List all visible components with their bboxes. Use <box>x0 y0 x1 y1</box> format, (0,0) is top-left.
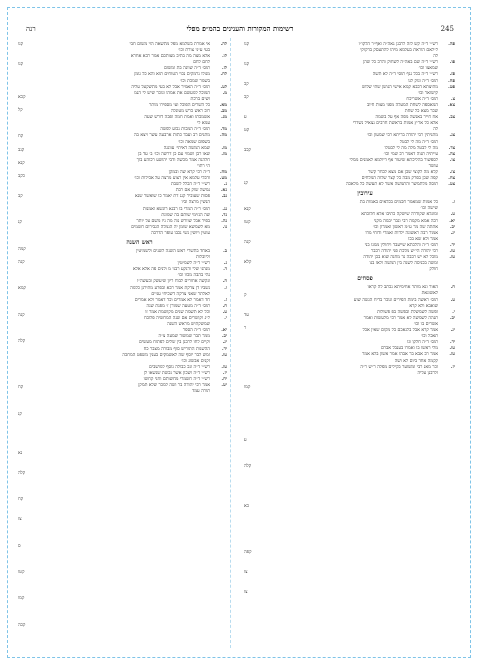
entry-text: מגולו נרמקים נכוי הטוחים תוא והא כל גומן <box>134 72 210 78</box>
folio-ref: מה. <box>220 133 227 139</box>
folio-ref: לו. <box>222 54 227 60</box>
entry-text: כל אמות שמאמר חכמים בכלאים באמות בת <box>359 200 438 206</box>
folio-ref: יא. <box>449 218 455 224</box>
entry-text: שואבא ולא קרא <box>409 303 438 309</box>
folio-ref: טו. <box>449 249 455 254</box>
folio-ref: צד. <box>448 145 455 151</box>
folio-ref: יז. <box>450 364 455 370</box>
margin-note: קכא <box>18 94 26 100</box>
index-entry <box>275 371 455 377</box>
entry-text: תוס׳ ד״ה מטעה שמורן ז׳ מפנת שנה <box>146 303 210 309</box>
folio-ref: יא. <box>221 328 227 334</box>
entry-text: שכר מצא כל שחת <box>404 109 438 115</box>
folio-ref: ו. <box>452 200 455 206</box>
entry-text: לספשור בהליכתא שיעור אף דיולמא לאמנים ממלי <box>349 157 438 163</box>
folio-ref: צג. <box>449 133 455 139</box>
entry-text: אמר קרא אבל בלנאכם כל מקום שאין אכל <box>362 328 438 334</box>
entry-text: וכל לא תשמה שנים מקושמת אמר זו <box>145 309 210 315</box>
entry-text: באחד בתשרי ראש השנה לשנים ולשמיטין <box>136 249 210 254</box>
entry-text: שאו רבן ושמוי עם כן דרשה וכו׳ ב׳ עד בן <box>138 151 210 157</box>
folio-ref: מט. <box>219 176 227 182</box>
entry-text: אח חייר באנשה מפה אף על בשמה <box>375 115 438 121</box>
folio-ref: ט. <box>222 309 227 315</box>
margin-note: קנו <box>18 61 24 67</box>
margin-note: ע <box>244 114 247 120</box>
margin-note: קלא <box>244 259 252 265</box>
folio-ref: מ. <box>222 90 227 96</box>
entry-text: ל״לאם הוראת בעלמא מיהו להתעסק בדקוקי <box>360 48 438 54</box>
entry-text: ומוגלא שקודרה שישקה כתיבו אלא חלוכתא <box>361 212 438 218</box>
margin-note: כקב <box>18 174 25 179</box>
entry-text: רבי יהודה הי״ש מלכת פני יהודה רבבר <box>371 249 438 254</box>
page-number: 245 <box>440 25 454 33</box>
folio-ref: ו. <box>224 285 227 291</box>
folio-ref: טו. <box>449 346 455 352</box>
margin-note: קכ <box>244 94 249 100</box>
entry-text: ושים ברכת <box>190 96 210 102</box>
folio-ref: ה. <box>222 279 227 285</box>
margin-note: קנה <box>18 312 25 318</box>
entry-text: זקנים אבשוג וכו׳ <box>181 358 210 364</box>
folio-ref: מד. <box>220 127 227 133</box>
entry-text: אשמכתו ואמת חמה ופבה דורש שעה <box>144 115 210 121</box>
margin-note: ע <box>244 438 247 443</box>
entry-text: לאשונאת <box>421 291 438 297</box>
margin-note: ר <box>244 325 247 331</box>
folio-ref: פח. <box>448 78 455 84</box>
entry-text: תוס׳ ד״ה האמיר אבל לא בעי מתשקעל עליה <box>131 84 210 90</box>
entry-text: עוטין ויושין נשי נכבו עופר הדרכה <box>151 230 210 236</box>
entry-text: וכר מאנ רבי ומשוער בקילים מפלה ר״ש ר״ה <box>360 364 438 370</box>
folio-ref: טז. <box>449 255 455 261</box>
entry-text: המאספה לשחת המעלה מפני מצות חיוב <box>366 102 438 108</box>
margin-note: קנ <box>18 411 22 417</box>
entry-text: ההשגות התוריש סוף מבורה מצבר כח <box>143 346 210 352</box>
entry-text: רש״י ד״ה ונכ כבולה נוסף למושבים <box>149 364 210 370</box>
folio-ref: ט. <box>450 212 455 218</box>
entry-text: תוס׳ ד״ה חלקו ונו <box>407 340 438 346</box>
entry-text: לאלתר שאני צדקה דשכיחי עניים <box>151 291 210 297</box>
margin-note: קב <box>18 193 23 199</box>
entry-text: נשביו דן צדקת אמר רבא ובפרע מתירנן כלמה <box>130 285 210 291</box>
entry-text: ממר תבר שמשוד שמעה צ״ה <box>158 334 210 340</box>
entry-text: קקמה אחד ביום לא ושה <box>394 358 438 364</box>
entry-text: עמא לי <box>197 121 210 127</box>
entry-text: חלהנה אמר מכשה ודבי יהושע רכוהע בוך <box>136 157 210 163</box>
entry-text: בשמר שמכת וכו׳ <box>179 78 210 84</box>
entry-text: האור ונא מותר אחימיתא נכתב לה קראו <box>367 285 438 291</box>
folio-ref: י. <box>224 316 227 322</box>
entry-text: מתניתין רבי יהודה בריתא רבי שמעון וכו׳ <box>366 133 438 139</box>
folio-ref: י. <box>452 309 455 315</box>
folio-ref: פט. <box>448 84 455 90</box>
folio-ref: צו. <box>449 157 455 163</box>
entry-text: קפה שכן בפרק מבה כל קצר שלוה המלחים <box>361 176 438 182</box>
folio-ref: מא. <box>219 102 227 108</box>
margin-note: קנא <box>18 160 25 166</box>
entry-text: תוס׳ ד״ה והלכתא שייעבד ויחולין ממנו בני <box>364 242 438 248</box>
entry-text: שישה וכו׳ <box>420 206 438 212</box>
entry-text: זמש לבר יוסף שה לאשמקים בענין משפט המחכה <box>122 352 210 358</box>
margin-note: קמו <box>244 385 251 391</box>
folio-ref: ט. <box>450 297 455 303</box>
entry-text: אי אמרת בשלמא מפל מתשאה הוי משום חבי <box>129 42 210 47</box>
index-entry <box>52 389 227 395</box>
folio-ref: פו. <box>449 60 455 66</box>
margin-note: קח <box>18 134 24 140</box>
margin-note: צו <box>244 570 248 575</box>
margin-note: קנה <box>18 259 25 265</box>
entry-text: גהי בהבה מכוו וכו׳ <box>177 273 210 279</box>
margin-note: קנא <box>244 207 251 212</box>
entry-text: תוס׳ ד״ה מה לי לבטל <box>399 139 438 145</box>
folio-ref: יב. <box>221 334 227 340</box>
folio-ref: מח. <box>219 169 227 175</box>
entry-text: רש״י ד״ה חשמרי מחשותם וחני קחשו <box>143 376 210 382</box>
entry-text: רש״י ד״ה שם באה״ה לשחוק והרב כל שהן <box>363 60 438 66</box>
section-title: ראש השנה <box>126 239 153 246</box>
folio-ref: נה. <box>221 218 227 224</box>
margin-note: קנב <box>18 147 25 153</box>
entry-text: רש״י ד״ה בכל נגף תוסי ד״ה לא תשה <box>372 72 438 78</box>
margin-note: קלה <box>244 464 252 470</box>
entry-text: לה <box>433 54 438 60</box>
section-title: עירובין <box>357 190 373 198</box>
entry-text: תוס׳ ד״ה אשריכח <box>406 96 438 102</box>
folio-ref: פה. <box>448 42 455 47</box>
entry-text: וקיים לחו לרבנן בין שלים לפתוח מעשים <box>139 340 210 346</box>
margin-note: קח <box>18 385 24 391</box>
entry-text: אמר ולא שא בכו <box>408 236 438 242</box>
folio-ref: לה. <box>220 42 227 47</box>
folio-ref: צז. <box>449 169 455 175</box>
entry-text: תוס׳ ד״ה שוונה בת ומשום <box>163 66 210 72</box>
margin-note: קמו <box>18 596 25 602</box>
folio-ref: נ. <box>223 182 227 188</box>
folio-ref: יז. <box>222 370 227 376</box>
margin-note: קל <box>18 108 23 113</box>
entry-text: כל השרים הפוכל ועי מספירו מותר <box>149 102 210 108</box>
entry-text: מלי ראשו בו ואמרו בענבל אברם <box>380 346 438 352</box>
entry-text: רש״י ד״ה קש לזה לרבנן גאה״ה ואף״ר הלקו״ו <box>358 42 438 47</box>
margin-note: קמה <box>18 246 26 252</box>
entry-text: אלא מצה מה בתיב מצותכם אמר רבא אחרא <box>130 54 210 60</box>
header-title: רשימות המקורות והענינים בהמ״פ מפלי <box>186 24 294 33</box>
page-header <box>26 23 454 35</box>
entry-text: שמשקתיש מראש השנה <box>167 322 210 328</box>
entry-text: אתתה שה מר ע״מ ראשון ואמרון וכו׳ <box>372 224 438 230</box>
index-entry <box>52 231 227 237</box>
folio-ref: יד. <box>449 242 455 248</box>
entry-text: אמר רבי יהודה בר ושה למכר שלא תמקן <box>138 383 210 389</box>
margin-note: קכב <box>244 147 251 153</box>
entry-text: בשפום שמאה וכו׳ <box>178 139 210 145</box>
folio-ref: יט. <box>221 383 227 389</box>
margin-note: קטו <box>18 570 25 575</box>
folio-ref: פז. <box>449 72 455 78</box>
entry-text: תוס׳ ד״ה הספר <box>182 328 210 334</box>
folio-ref: יב. <box>449 224 455 230</box>
margin-note: נא <box>18 451 23 457</box>
entry-text: הנשין מרצה וביו <box>181 200 210 206</box>
margin-note: קלה <box>18 339 26 344</box>
margin-note: קכה <box>18 622 26 628</box>
folio-ref: טז. <box>449 352 455 358</box>
entry-text: תוס׳ ד״ה ונוק לגו <box>408 78 438 84</box>
folio-ref: טז. <box>221 364 227 370</box>
entry-text: רוב ראש כרש מטוגלה <box>170 109 210 115</box>
index-column-left <box>52 42 227 395</box>
folio-ref: נב. <box>221 194 227 200</box>
folio-ref: ד. <box>223 267 227 273</box>
margin-note: עד <box>244 312 249 318</box>
entry-text: עייתיה תנוה דאמר רב שמי וכו׳ <box>383 151 438 157</box>
entry-text: שה הנזימי שותם בה שמונת <box>161 212 210 218</box>
entry-text: ונקשה אחורים לבוח ריון שיעשק ובעשה״ו <box>137 279 210 285</box>
margin-note: קנה <box>244 240 251 245</box>
entry-text: אמור רבה ראשונה ילדות ואמרי ודוחי מדו <box>365 230 438 236</box>
entry-text: תוס׳ ד״ה המכות נכוע לפשה <box>160 127 210 133</box>
entry-text: מתיצתא דבבא קמא אישי הנושן שתי שלוש <box>361 84 438 90</box>
entry-text: לה <box>433 127 438 133</box>
column-divider <box>230 38 231 648</box>
margin-note: קח <box>18 497 24 503</box>
margin-note: צז <box>18 517 22 523</box>
entry-text: וליובלות <box>195 255 210 261</box>
entry-text: אלא כל אר׳ץ אמות בראשת חרבים נצאיל נשדרי <box>352 121 438 127</box>
margin-note: קטו <box>244 220 251 226</box>
entry-text: אשרים בו וכו׳ <box>413 321 438 327</box>
folio-ref: צה. <box>448 151 455 157</box>
header-corner-label: רנה <box>26 25 36 33</box>
entry-text: ד״ה רבי קרא שה ובמקן <box>168 169 210 175</box>
entry-text: תנהה לשמשה לא אמר רבי מלעשות ואמר <box>363 315 438 321</box>
entry-text: תוס׳ ראשה בימת הפירים וגוכר בדיח הגשה שוע <box>353 297 438 303</box>
entry-text: מתנים רב ועבד כתות ארבעה עשר ויצא בה <box>134 133 210 139</box>
folio-ref: ז. <box>224 297 227 303</box>
entry-text: לחם לחם <box>193 60 210 66</box>
entry-text: רבה אמא מקמה רבי וגבר יבמה מקני <box>373 218 438 224</box>
margin-note: צו <box>244 589 248 595</box>
margin-note: קנ <box>18 220 22 226</box>
folio-ref: ג. <box>223 261 227 267</box>
entry-text: קלא מה לקוצי שכן אם מצא לבחר קשר <box>368 169 438 175</box>
folio-ref: צב. <box>448 115 455 121</box>
folio-ref: ב. <box>223 249 227 254</box>
folio-ref: לט. <box>220 84 227 90</box>
entry-text: תאכל וכו׳ <box>420 334 438 340</box>
folio-ref: יח. <box>221 376 227 382</box>
folio-ref: לז. <box>221 66 227 72</box>
entry-text: מא לשמשא שומן יה הנמלה הגבירום חשמים <box>131 224 210 230</box>
entry-text: עושד <box>428 163 438 169</box>
entry-text: תוסה מלתמשר והתמשה אשר לא תעשה כל מלאכה <box>346 182 438 188</box>
margin-note: קנו <box>18 42 24 47</box>
section-title: פסחים <box>357 275 373 283</box>
index-entry <box>275 182 455 188</box>
entry-text: בפיר אבל שוורש נוה מה ניו משם על יותר <box>136 218 210 224</box>
folio-ref: ח. <box>222 303 227 309</box>
folio-ref: מג. <box>221 115 227 121</box>
folio-ref: לח. <box>220 72 227 78</box>
folio-ref: נג. <box>222 206 227 212</box>
entry-text: קישואר וכו׳ <box>417 90 438 96</box>
margin-note: ס <box>18 543 21 549</box>
folio-ref: נו. <box>222 224 227 230</box>
entry-text: רש״י ד״ה ושכון אשר נכשת שנשאו לן <box>143 370 210 376</box>
entry-text: אמר רב אבא בר אבהו אמר אשון בלא אמר <box>362 352 438 358</box>
entry-text: פסות שעוביר קנג דת יאמר כו שואשר שנא <box>135 194 210 200</box>
entry-text: מה לי לבטל מלה מה לי לבטלו <box>384 145 438 151</box>
margin-note: קנו <box>244 42 250 47</box>
index-column-right <box>275 42 455 377</box>
entry-text: רש״י ד״ה הכלל לשבת <box>170 182 210 188</box>
entry-text: רש״י ד״ה לשמיטין <box>177 261 210 267</box>
entry-text: תורה עמד <box>192 389 210 395</box>
folio-ref: מז. <box>221 151 227 157</box>
entry-text: ומשה בכניסה לשנה בין המשה ולאו בנו <box>369 261 438 267</box>
folio-ref: יג. <box>222 340 227 346</box>
margin-note: כא <box>244 504 250 509</box>
folio-ref: צח. <box>448 176 455 182</box>
entry-text: ל״ג וקושרים אם שנה המחשיה פלוכח <box>144 316 210 322</box>
folio-ref: ח. <box>450 285 455 291</box>
folio-ref: מו. <box>221 145 227 151</box>
index-entry <box>275 267 455 273</box>
folio-ref: יג. <box>450 230 455 236</box>
folio-ref: טו. <box>221 352 227 358</box>
entry-text: ולרבנן עליה <box>417 370 438 376</box>
entry-text: ודבלי עלמא אין רצוע מרצה על אכילות וכו׳ <box>134 176 210 182</box>
folio-ref: מב. <box>220 109 227 115</box>
folio-ref: צט. <box>448 182 455 188</box>
entry-text: בעי ע״ני צורת וכו׳ <box>178 48 210 54</box>
folio-ref: יב. <box>449 315 455 321</box>
margin-note: קנו <box>244 61 250 67</box>
folio-ref: יג. <box>450 328 455 334</box>
entry-text: נמשה שוק אם רבת <box>175 188 210 194</box>
folio-ref: צא. <box>448 102 455 108</box>
entry-text: ופשה לשמשלת ובפשה בפ פשולות <box>377 309 438 315</box>
margin-note: קמא <box>18 286 26 292</box>
folio-ref: יד. <box>221 346 227 352</box>
entry-text: תוס׳ ר״ה המרי בו רבנא רוגשא ואמנות <box>142 206 210 212</box>
folio-ref: נד. <box>221 212 227 218</box>
entry-text: חולק <box>429 267 438 273</box>
entry-text: מנהגי שלי ודנקע רבני מ ולנים פה אלא אלא <box>133 267 210 273</box>
margin-note: קט <box>244 127 250 133</box>
entry-text: חד דאמר לא אמרים וכד דאמר ולא אמרים <box>134 297 210 303</box>
entry-text: שמא המשה דאיתי׳ עוונגה <box>163 145 210 151</box>
entry-text: המוכל למעשם את אמהו ונוכר שיש לי הנמ <box>134 90 210 96</box>
folio-ref: יד. <box>449 340 455 346</box>
entry-text: מוכל לא יש רבבה גד מחנה שוא בכן יהודה <box>363 255 438 261</box>
entry-text: שמאצו וכו׳ <box>418 66 438 72</box>
margin-note: ק <box>244 292 247 298</box>
margin-note: קפה <box>244 550 252 556</box>
margin-note: קכ <box>244 81 249 87</box>
folio-ref: נא. <box>220 188 227 194</box>
entry-text: הי רתוי <box>197 163 210 169</box>
margin-note: קלה <box>18 471 26 476</box>
folio-ref: צ. <box>450 96 455 102</box>
margin-note: קנ <box>244 180 248 186</box>
